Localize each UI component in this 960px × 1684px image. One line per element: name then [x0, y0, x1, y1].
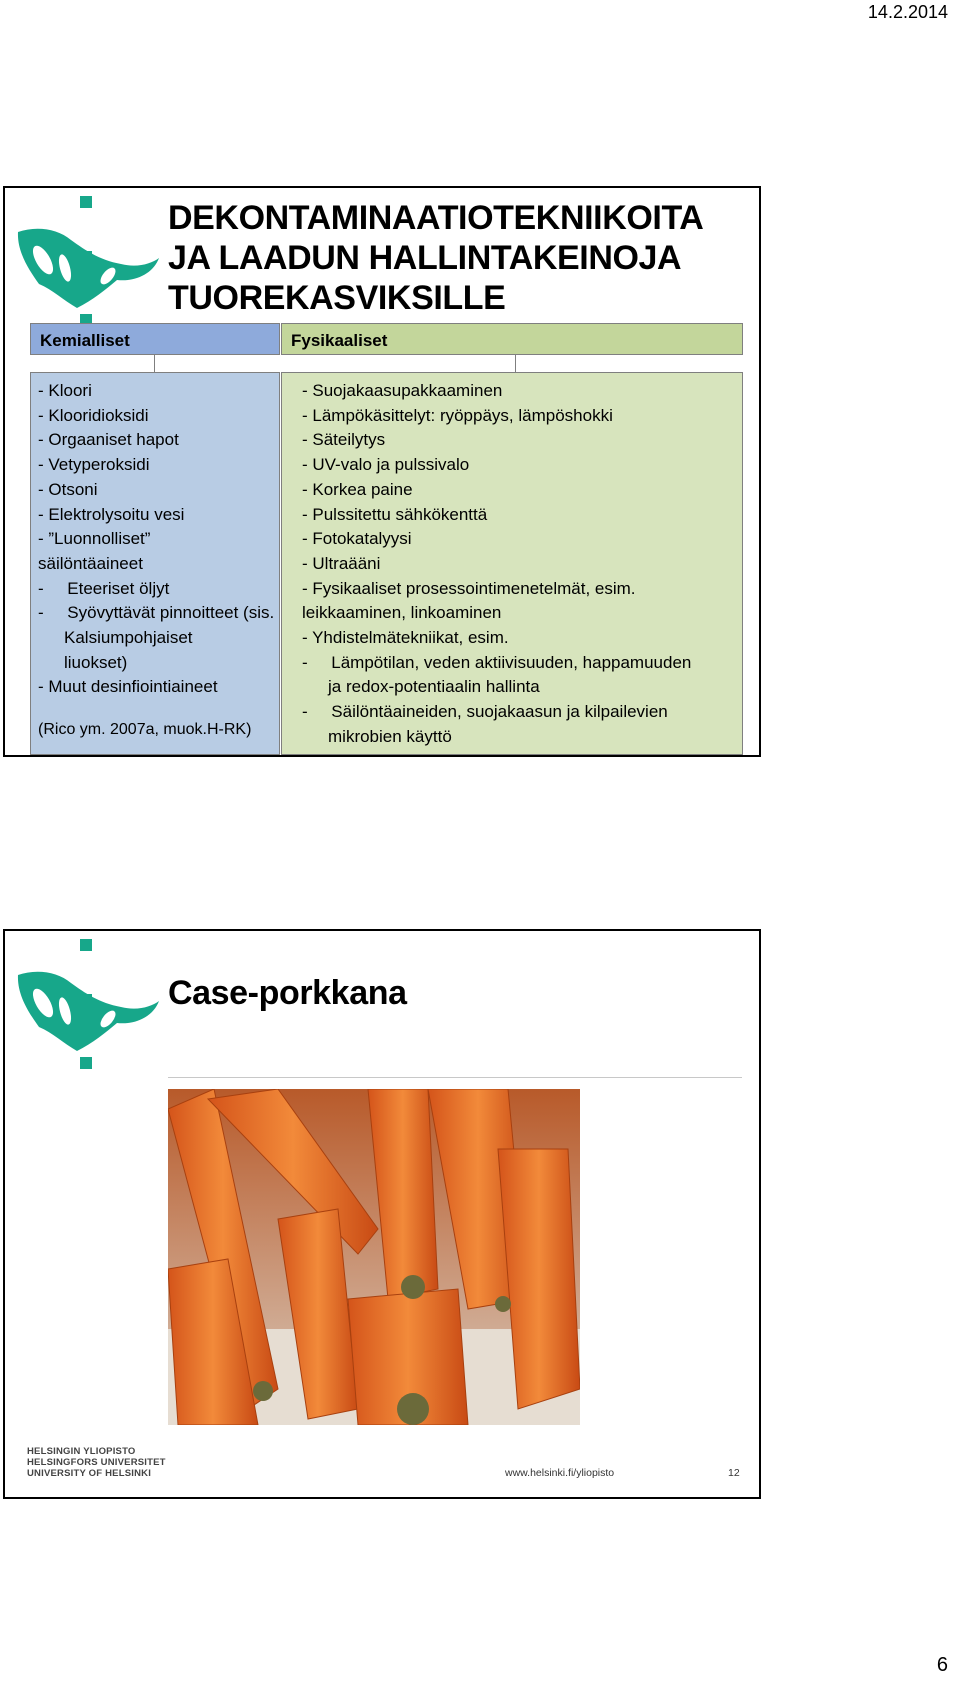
connector-line	[154, 355, 155, 372]
footer-url: www.helsinki.fi/yliopisto	[505, 1467, 615, 1479]
university-name-line: UNIVERSITY OF HELSINKI	[27, 1468, 152, 1479]
carrots-photo	[168, 1089, 580, 1425]
list-item: - Korkea paine	[302, 479, 413, 499]
university-flame-logo-icon	[13, 196, 163, 330]
connector-line	[515, 355, 516, 372]
list-item: - Eteeriset öljyt	[38, 578, 170, 598]
list-item: - Syövyttävät pinnoitteet (sis.	[38, 603, 275, 623]
list-item: Kalsiumpohjaiset	[64, 628, 193, 648]
title-line: JA LAADUN HALLINTAKEINOJA	[168, 239, 682, 277]
list-item: säilöntäaineet	[38, 553, 143, 573]
list-item: - Muut desinfiointiaineet	[38, 677, 218, 697]
list-item: - Lämpökäsittelyt: ryöppäys, lämpöshokki	[302, 405, 613, 425]
slide-case-carrot	[3, 929, 761, 1499]
reference: (Rico ym. 2007a, muok.H-RK)	[38, 721, 252, 739]
list-item: - Fysikaaliset prosessointimenetelmät, esim.	[302, 578, 636, 598]
slide-number: 12	[728, 1467, 740, 1479]
list-item: - Yhdistelmätekniikat, esim.	[302, 628, 509, 648]
list-item: mikrobien käyttö	[328, 726, 452, 746]
physical-methods-list	[281, 372, 743, 755]
chemical-methods-header: Kemialliset	[30, 323, 280, 355]
list-item: - Kloori	[38, 381, 92, 400]
list-item: - Klooridioksidi	[38, 405, 149, 425]
list-item: leikkaaminen, linkoaminen	[302, 603, 502, 623]
list-item: - Ultraääni	[302, 553, 381, 573]
university-flame-logo-icon	[13, 939, 163, 1073]
list-item: ja redox-potentiaalin hallinta	[328, 677, 540, 697]
list-item: - Säilöntäaineiden, suojakaasun ja kilpailevien	[302, 702, 668, 722]
university-name	[27, 1446, 166, 1479]
list-item: - Vetyperoksidi	[38, 455, 150, 475]
slide-title: Case-porkkana	[168, 974, 407, 1012]
list-item: - Suojakaasupakkaaminen	[302, 381, 503, 400]
title-divider	[168, 1077, 742, 1078]
slide-title	[168, 198, 703, 318]
list-item: liuokset)	[64, 652, 128, 672]
slide-decontamination	[3, 186, 761, 757]
page-number: 6	[936, 1654, 948, 1676]
list-item: - Orgaaniset hapot	[38, 430, 179, 450]
list-item: - Otsoni	[38, 479, 98, 499]
list-item: - Elektrolysoitu vesi	[38, 504, 185, 524]
list-item: - ”Luonnolliset”	[38, 529, 151, 549]
list-item: - Fotokatalyysi	[302, 529, 412, 549]
chemical-methods-list	[30, 372, 280, 755]
title-line: DEKONTAMINAATIOTEKNIIKOITA	[168, 199, 704, 237]
list-item: - Säteilytys	[302, 430, 386, 450]
title-line: TUOREKASVIKSILLE	[168, 279, 506, 317]
university-name-line: HELSINGIN YLIOPISTO	[27, 1446, 136, 1457]
university-name-line: HELSINGFORS UNIVERSITET	[27, 1457, 166, 1468]
list-item: - Pulssitettu sähkökenttä	[302, 504, 488, 524]
page-date: 14.2.2014	[867, 2, 948, 22]
physical-methods-header: Fysikaaliset	[281, 323, 743, 355]
list-item: - Lämpötilan, veden aktiivisuuden, happamuuden	[302, 652, 692, 672]
list-item: - UV-valo ja pulssivalo	[302, 455, 470, 475]
